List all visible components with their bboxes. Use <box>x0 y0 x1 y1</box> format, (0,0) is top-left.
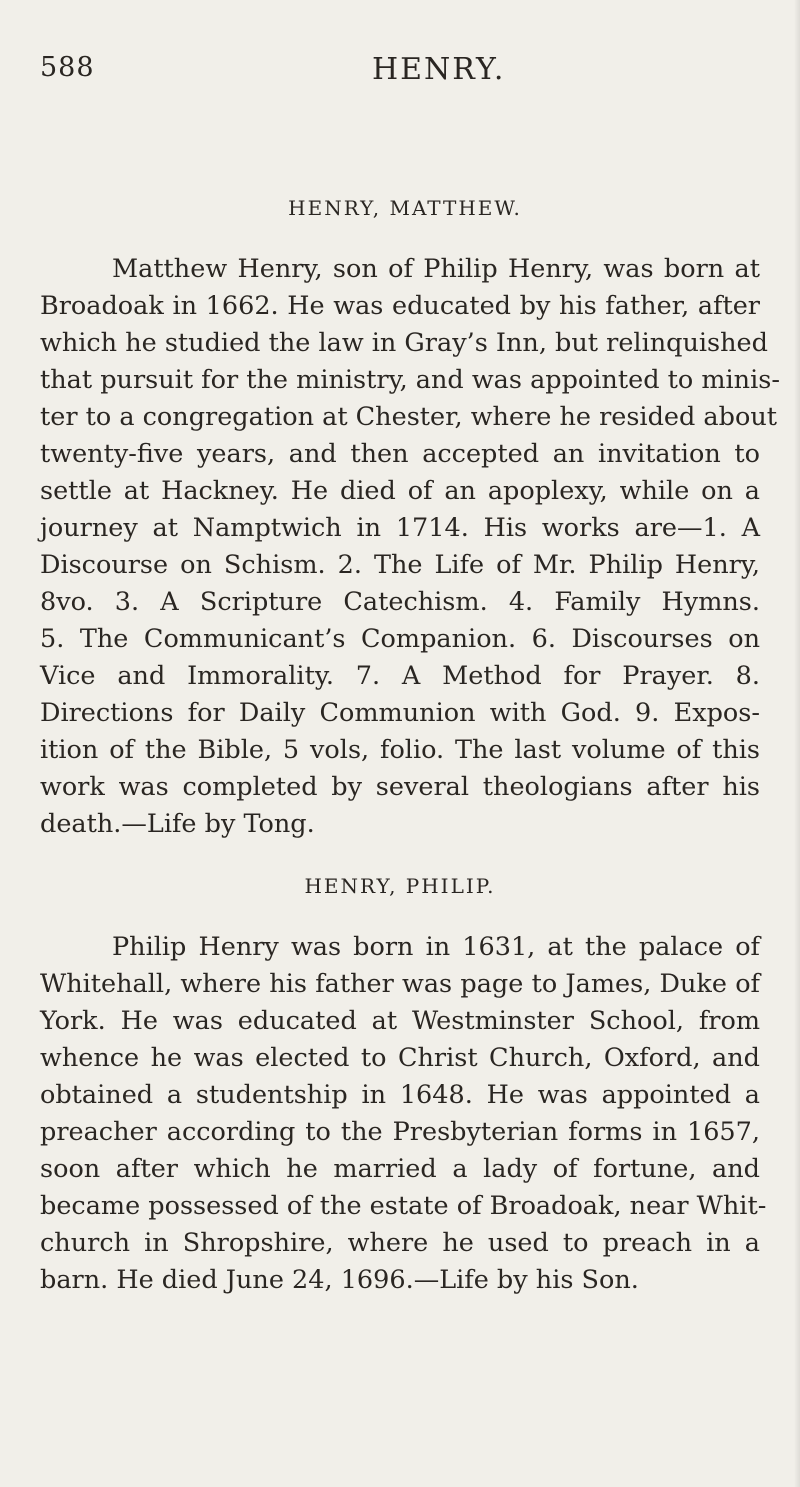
entry-title-matthew-henry: HENRY, MATTHEW. <box>288 196 522 220</box>
body-line: settle at Hackney. He died of an apoplexy, while on a <box>40 476 760 506</box>
body-line: which he studied the law in Gray’s Inn, but relinquished <box>40 328 768 358</box>
page-number: 588 <box>40 52 95 83</box>
body-line: became possessed of the estate of Broadoak, near Whit- <box>40 1191 767 1221</box>
body-line: obtained a studentship in 1648. He was appointed a <box>40 1080 760 1110</box>
body-line: ter to a congregation at Chester, where he resided about <box>40 402 777 432</box>
body-line: journey at Namptwich in 1714. His works are—1. A <box>40 513 760 543</box>
body-line: York. He was educated at Westminster School, from <box>40 1006 760 1036</box>
page-edge-shadow <box>794 0 800 1487</box>
running-head: HENRY. <box>372 52 506 87</box>
body-line: twenty-five years, and then accepted an invitation to <box>40 439 760 469</box>
body-line: 8vo. 3. A Scripture Catechism. 4. Family Hymns. <box>40 587 760 617</box>
body-line: Matthew Henry, son of Philip Henry, was born at <box>112 254 760 284</box>
body-line: barn. He died June 24, 1696.—Life by his Son. <box>40 1265 639 1295</box>
body-line: soon after which he married a lady of fortune, and <box>40 1154 760 1184</box>
body-line: Whitehall, where his father was page to James, Duke of <box>40 969 760 999</box>
body-line: whence he was elected to Christ Church, Oxford, and <box>40 1043 760 1073</box>
body-line: Vice and Immorality. 7. A Method for Prayer. 8. <box>40 661 760 691</box>
body-line: that pursuit for the ministry, and was appointed to minis- <box>40 365 780 395</box>
entry-title-philip-henry: HENRY, PHILIP. <box>304 874 496 898</box>
body-line: Broadoak in 1662. He was educated by his father, after <box>40 291 760 321</box>
body-line: work was completed by several theologians after his <box>40 772 760 802</box>
body-line: preacher according to the Presbyterian forms in 1657, <box>40 1117 760 1147</box>
body-line: ition of the Bible, 5 vols, folio. The last volume of this <box>40 735 760 765</box>
body-line: Philip Henry was born in 1631, at the palace of <box>112 932 760 962</box>
body-line: church in Shropshire, where he used to preach in a <box>40 1228 760 1258</box>
body-line: 5. The Communicant’s Companion. 6. Discourses on <box>40 624 760 654</box>
body-line: Directions for Daily Communion with God. 9. Expos- <box>40 698 760 728</box>
body-line: death.—Life by Tong. <box>40 809 315 839</box>
body-line: Discourse on Schism. 2. The Life of Mr. Philip Henry, <box>40 550 760 580</box>
